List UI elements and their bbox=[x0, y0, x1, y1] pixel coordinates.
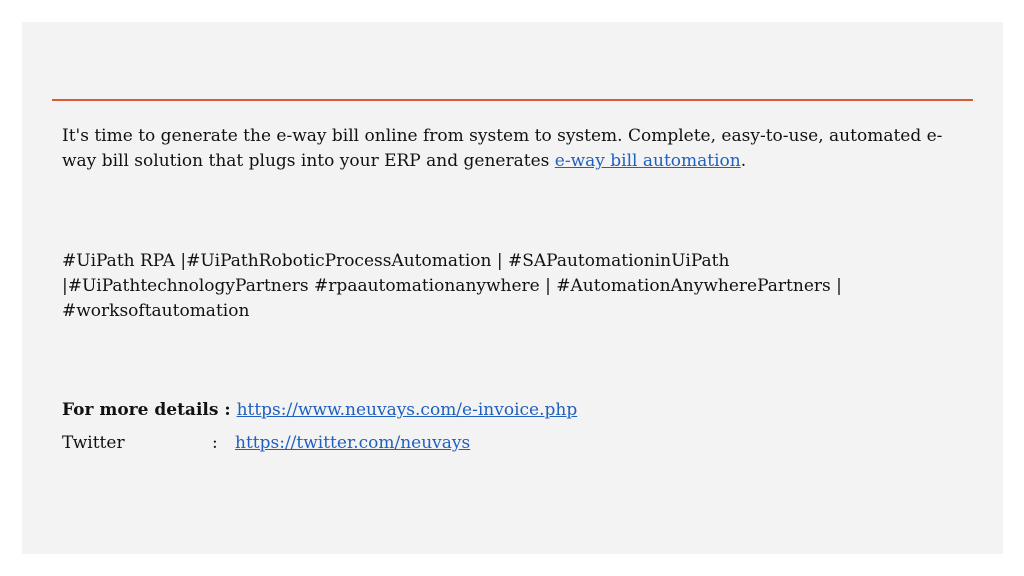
intro-paragraph bbox=[62, 124, 962, 174]
hashtags-paragraph bbox=[62, 249, 962, 324]
twitter-row bbox=[62, 431, 470, 456]
twitter-label: Twitter bbox=[62, 433, 125, 453]
intro-text: It's time to generate the e-way bill online from system to system. Complete, easy-to-use, automated e-way bill solution that plugs into your ERP and generates bbox=[62, 126, 943, 171]
hashtags-line-3: #worksoftautomation bbox=[62, 301, 250, 321]
hashtags-line-1: #UiPath RPA |#UiPathRoboticProcessAutomation | #SAPautomationinUiPath bbox=[62, 251, 730, 271]
details-url-link[interactable]: https://www.neuvays.com/e-invoice.php bbox=[236, 400, 578, 420]
eway-bill-automation-link[interactable]: e-way bill automation bbox=[554, 151, 741, 171]
details-separator: : bbox=[218, 400, 237, 420]
twitter-url-link[interactable]: https://twitter.com/neuvays bbox=[235, 433, 471, 453]
hashtags-line-2: |#UiPathtechnologyPartners #rpaautomationanywhere | #AutomationAnywherePartners | bbox=[62, 276, 842, 296]
slide bbox=[22, 22, 1003, 554]
accent-rule bbox=[52, 99, 973, 101]
details-label: For more details bbox=[62, 400, 219, 420]
details-row bbox=[62, 398, 577, 423]
intro-trailing: . bbox=[740, 151, 747, 171]
twitter-separator: : bbox=[212, 433, 218, 453]
